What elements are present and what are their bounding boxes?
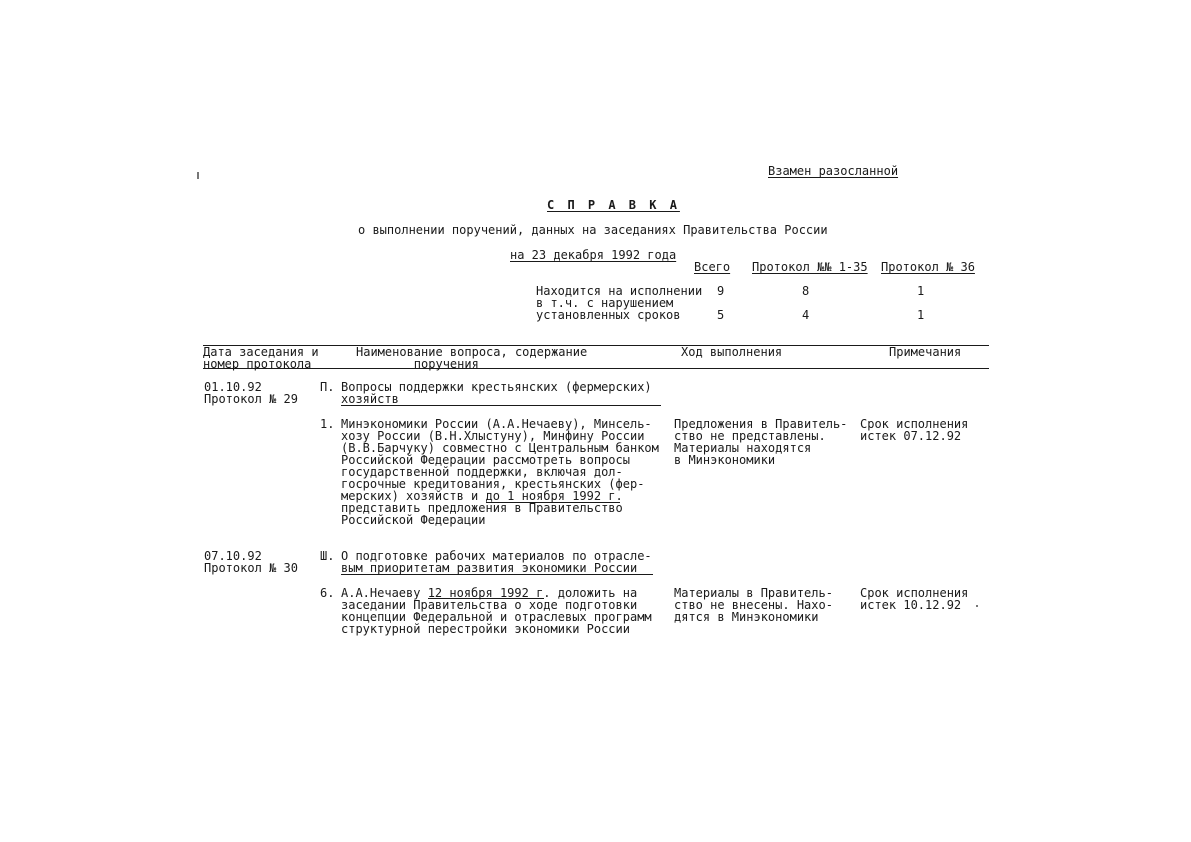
document-subtitle: о выполнении поручений, данных на заседаниях Правительства России [358, 223, 828, 237]
summary-row-label: Находится на исполнении [536, 284, 703, 298]
deadline-underline [486, 502, 620, 503]
entry-notes: Срок исполнения истек 10.12.92 [860, 586, 969, 612]
summary-col-total: Всего [694, 260, 731, 274]
summary-value: 1 [917, 308, 925, 322]
document-title: С П Р А В К А [547, 198, 680, 212]
section-title: Вопросы поддержки крестьянских (фермерских) хозяйств [341, 380, 652, 406]
entry-number: 1. [320, 417, 335, 431]
meeting-date-protocol: 07.10.92 Протокол № 30 [204, 549, 298, 575]
header-item: Наименование вопроса, содержание поручения [356, 345, 588, 371]
table-header-rule [203, 368, 989, 369]
entry-notes: Срок исполнения истек 07.12.92 [860, 417, 969, 443]
summary-row-label: в т.ч. с нарушением установленных сроков [536, 296, 681, 322]
meeting-date-protocol: 01.10.92 Протокол № 29 [204, 380, 298, 406]
entry-progress: Предложения в Правитель- ство не представлены. Материалы находятся в Минэкономики [674, 417, 848, 467]
replacement-note: Взамен разосланной [768, 164, 899, 178]
deadline-underline [428, 598, 544, 599]
scan-speck [197, 172, 199, 179]
table-top-rule [203, 345, 989, 346]
summary-value: 8 [802, 284, 810, 298]
summary-value: 5 [717, 308, 725, 322]
report-date: на 23 декабря 1992 года [510, 248, 677, 262]
scan-speck [976, 605, 978, 607]
summary-value: 1 [917, 284, 925, 298]
entry-number: 6. [320, 586, 335, 600]
summary-value: 9 [717, 284, 725, 298]
entry-progress: Материалы в Правитель- ство не внесены. Нахо- дятся в Минэкономики [674, 586, 833, 624]
header-progress: Ход выполнения [681, 345, 783, 359]
summary-value: 4 [802, 308, 810, 322]
entry-text: Минэкономики России (А.А.Нечаеву), Минсель- хозу России (В.Н.Хлыстуну), Минфину России (В.В.Барчуку) совместно с Центральным банком Российской Федерации рассмотреть вопросы государственной поддержки, включая дол- госрочные кредитования, крестьянских (фер- мерских) хозяйств и до 1 ноября 1992 г. представить предложения в Правительство Российской Федерации [341, 417, 659, 527]
header-notes: Примечания [889, 345, 962, 359]
section-title-underline [341, 574, 653, 575]
summary-col-protocol-36: Протокол № 36 [881, 260, 975, 274]
header-date: Дата заседания и номер протокола [203, 345, 319, 371]
section-title-underline [341, 405, 661, 406]
section-number: Ш. [320, 549, 335, 563]
entry-text: А.А.Нечаеву 12 ноября 1992 г. доложить на заседании Правительства о ходе подготовки концепции Федеральной и отраслевых программ структурной перестройки экономики России [341, 586, 652, 636]
section-number: П. [320, 380, 335, 394]
summary-col-protocols-1-35: Протокол №№ 1-35 [752, 260, 868, 274]
section-title: О подготовке рабочих материалов по отрасле- вым приоритетам развития экономики России [341, 549, 652, 575]
